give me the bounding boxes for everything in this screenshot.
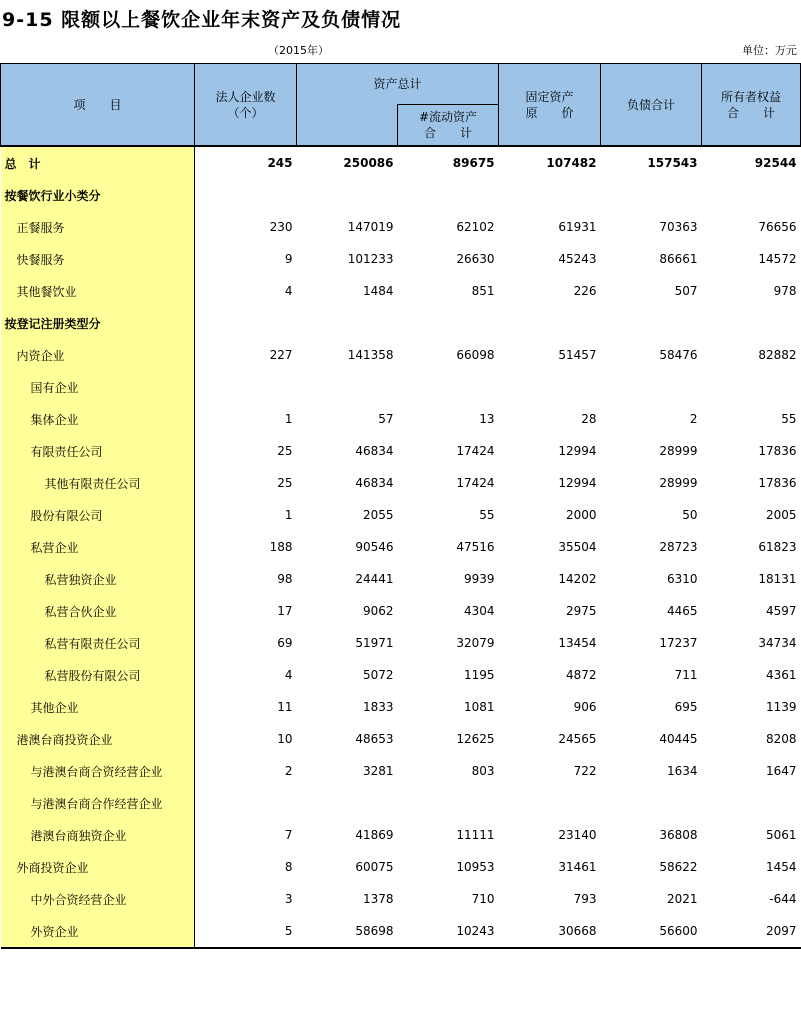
table-row <box>1 691 801 723</box>
cell-legal-count <box>195 787 297 819</box>
table-row <box>1 403 801 435</box>
cell-owners-equity <box>702 371 801 403</box>
cell-owners-equity: 1647 <box>765 764 797 778</box>
cell-total-liabilities: 56600 <box>601 915 702 948</box>
table-row <box>1 883 801 915</box>
cell-owners-equity: 76656 <box>758 220 797 234</box>
cell-fixed-assets: 2000 <box>565 508 597 522</box>
cell-legal-count: 10 <box>277 732 293 746</box>
cell-total-liabilities: 1634 <box>666 764 698 778</box>
table-row <box>1 467 801 499</box>
row-label: 私营企业 <box>1 531 195 563</box>
cell-fixed-assets: 12994 <box>558 476 597 490</box>
cell-total-assets: 57 <box>378 412 394 426</box>
cell-current-assets: 851 <box>471 284 495 298</box>
cell-owners-equity: 92544 <box>702 146 801 179</box>
table-row <box>1 371 801 403</box>
cell-current-assets: 1081 <box>463 700 495 714</box>
cell-legal-count: 11 <box>277 700 293 714</box>
row-label: 总 计 <box>1 146 195 179</box>
table-row <box>1 563 801 595</box>
cell-fixed-assets: 30668 <box>499 915 601 948</box>
header-total-assets-spacer <box>297 105 398 147</box>
row-label: 快餐服务 <box>1 243 195 275</box>
cell-current-assets: 17424 <box>456 476 495 490</box>
cell-fixed-assets: 14202 <box>558 572 597 586</box>
cell-total-liabilities: 70363 <box>659 220 698 234</box>
cell-legal-count: 1 <box>284 508 293 522</box>
cell-current-assets: 10243 <box>398 915 499 948</box>
cell-total-assets: 46834 <box>355 444 394 458</box>
cell-fixed-assets: 51457 <box>558 348 597 362</box>
table-row <box>1 211 801 243</box>
table-row <box>1 659 801 691</box>
cell-fixed-assets: 31461 <box>558 860 597 874</box>
row-label: 私营合伙企业 <box>1 595 195 627</box>
cell-owners-equity: 14572 <box>758 252 797 266</box>
cell-legal-count: 230 <box>269 220 293 234</box>
table-row <box>1 339 801 371</box>
table-row <box>1 531 801 563</box>
cell-fixed-assets: 35504 <box>558 540 597 554</box>
row-label: 其他有限责任公司 <box>1 467 195 499</box>
table-row <box>1 819 801 851</box>
cell-current-assets: 710 <box>471 892 495 906</box>
cell-owners-equity: 55 <box>781 412 797 426</box>
cell-total-assets: 41869 <box>355 828 394 842</box>
cell-total-liabilities: 28999 <box>659 444 698 458</box>
table-row <box>1 723 801 755</box>
row-label: 私营股份有限公司 <box>1 659 195 691</box>
header-owners-equity: 所有者权益 合 计 <box>702 64 801 147</box>
cell-fixed-assets: 2975 <box>565 604 597 618</box>
cell-legal-count: 2 <box>284 764 293 778</box>
cell-fixed-assets: 722 <box>573 764 597 778</box>
cell-owners-equity <box>702 787 801 819</box>
cell-legal-count: 9 <box>284 252 293 266</box>
table-row <box>1 499 801 531</box>
cell-total-assets: 24441 <box>355 572 394 586</box>
cell-total-assets: 46834 <box>355 476 394 490</box>
cell-current-assets: 47516 <box>456 540 495 554</box>
cell-total-assets <box>297 787 398 819</box>
header-legal-count: 法人企业数 （个） <box>195 64 297 147</box>
cell-total-liabilities: 17237 <box>659 636 698 650</box>
cell-fixed-assets: 793 <box>573 892 597 906</box>
cell-current-assets: 12625 <box>456 732 495 746</box>
cell-legal-count <box>195 307 297 339</box>
cell-fixed-assets: 61931 <box>558 220 597 234</box>
cell-owners-equity: 17836 <box>758 476 797 490</box>
table-row <box>1 146 801 179</box>
row-label: 其他餐饮业 <box>1 275 195 307</box>
data-table <box>0 63 801 949</box>
cell-total-liabilities: 50 <box>682 508 698 522</box>
row-label: 股份有限公司 <box>1 499 195 531</box>
row-label: 港澳台商投资企业 <box>1 723 195 755</box>
cell-current-assets <box>398 307 499 339</box>
cell-legal-count: 7 <box>284 828 293 842</box>
cell-fixed-assets: 906 <box>573 700 597 714</box>
cell-current-assets: 1195 <box>463 668 495 682</box>
row-label: 集体企业 <box>1 403 195 435</box>
cell-current-assets: 89675 <box>398 146 499 179</box>
cell-owners-equity: 978 <box>773 284 797 298</box>
row-label: 中外合资经营企业 <box>1 883 195 915</box>
cell-total-assets: 2055 <box>362 508 394 522</box>
cell-fixed-assets <box>499 787 601 819</box>
cell-fixed-assets: 107482 <box>499 146 601 179</box>
cell-total-assets <box>297 179 398 211</box>
cell-owners-equity: 34734 <box>758 636 797 650</box>
table-row <box>1 275 801 307</box>
table-body <box>1 146 801 948</box>
row-label: 外商投资企业 <box>1 851 195 883</box>
table-row <box>1 307 801 339</box>
cell-total-liabilities: 695 <box>674 700 698 714</box>
table-row <box>1 915 801 948</box>
table-row <box>1 435 801 467</box>
cell-total-liabilities: 2 <box>689 412 698 426</box>
table-header <box>1 64 801 147</box>
cell-total-assets <box>297 371 398 403</box>
cell-total-liabilities <box>601 179 702 211</box>
page-title: 9-15 限额以上餐饮企业年末资产及负债情况 <box>2 9 402 31</box>
cell-total-assets: 147019 <box>347 220 394 234</box>
cell-total-assets: 9062 <box>362 604 394 618</box>
cell-total-liabilities <box>601 371 702 403</box>
table-row <box>1 851 801 883</box>
cell-total-liabilities: 28723 <box>659 540 698 554</box>
cell-fixed-assets: 12994 <box>558 444 597 458</box>
cell-current-assets: 9939 <box>463 572 495 586</box>
cell-total-assets: 5072 <box>362 668 394 682</box>
cell-current-assets <box>398 179 499 211</box>
cell-total-assets: 51971 <box>355 636 394 650</box>
cell-total-liabilities: 86661 <box>659 252 698 266</box>
table-row <box>1 755 801 787</box>
header-current-assets: #流动资产 合 计 <box>398 105 499 147</box>
cell-legal-count: 17 <box>277 604 293 618</box>
cell-fixed-assets: 13454 <box>558 636 597 650</box>
cell-current-assets: 13 <box>479 412 495 426</box>
cell-current-assets: 26630 <box>456 252 495 266</box>
cell-owners-equity: 17836 <box>758 444 797 458</box>
cell-owners-equity: -644 <box>769 892 797 906</box>
cell-total-liabilities <box>601 307 702 339</box>
cell-fixed-assets: 226 <box>573 284 597 298</box>
header-fixed-assets: 固定资产 原 价 <box>499 64 601 147</box>
cell-fixed-assets <box>499 179 601 211</box>
row-label: 内资企业 <box>1 339 195 371</box>
cell-total-liabilities: 507 <box>674 284 698 298</box>
cell-owners-equity: 82882 <box>758 348 797 362</box>
cell-fixed-assets: 23140 <box>558 828 597 842</box>
cell-total-assets <box>297 307 398 339</box>
cell-fixed-assets: 24565 <box>558 732 597 746</box>
row-label: 私营独资企业 <box>1 563 195 595</box>
header-total-liabilities: 负债合计 <box>601 64 702 147</box>
cell-total-assets: 1833 <box>362 700 394 714</box>
cell-total-assets: 48653 <box>355 732 394 746</box>
cell-fixed-assets <box>499 371 601 403</box>
cell-total-liabilities: 2021 <box>666 892 698 906</box>
row-label: 国有企业 <box>1 371 195 403</box>
cell-owners-equity: 61823 <box>758 540 797 554</box>
cell-legal-count: 4 <box>284 284 293 298</box>
cell-total-assets: 60075 <box>355 860 394 874</box>
cell-legal-count: 1 <box>284 412 293 426</box>
cell-current-assets: 803 <box>471 764 495 778</box>
row-label: 有限责任公司 <box>1 435 195 467</box>
cell-legal-count: 227 <box>269 348 293 362</box>
header-item: 项 目 <box>1 64 195 147</box>
cell-total-liabilities: 6310 <box>666 572 698 586</box>
cell-total-assets: 141358 <box>347 348 394 362</box>
cell-fixed-assets: 28 <box>581 412 597 426</box>
cell-owners-equity: 4597 <box>765 604 797 618</box>
cell-current-assets: 62102 <box>456 220 495 234</box>
cell-total-liabilities: 58476 <box>659 348 698 362</box>
cell-total-liabilities: 4465 <box>666 604 698 618</box>
cell-legal-count: 25 <box>277 444 293 458</box>
cell-current-assets <box>398 787 499 819</box>
cell-total-assets: 1484 <box>362 284 394 298</box>
row-label: 正餐服务 <box>1 211 195 243</box>
cell-current-assets: 4304 <box>463 604 495 618</box>
cell-total-liabilities: 711 <box>674 668 698 682</box>
cell-owners-equity: 2097 <box>702 915 801 948</box>
table-row <box>1 243 801 275</box>
cell-owners-equity: 8208 <box>765 732 797 746</box>
cell-fixed-assets: 4872 <box>565 668 597 682</box>
cell-total-liabilities: 28999 <box>659 476 698 490</box>
table-row <box>1 627 801 659</box>
cell-legal-count: 8 <box>284 860 293 874</box>
cell-total-liabilities: 58622 <box>659 860 698 874</box>
cell-owners-equity <box>702 179 801 211</box>
cell-owners-equity: 5061 <box>765 828 797 842</box>
table-row <box>1 787 801 819</box>
cell-total-liabilities: 36808 <box>659 828 698 842</box>
cell-current-assets <box>398 371 499 403</box>
cell-legal-count <box>195 371 297 403</box>
cell-total-assets: 101233 <box>347 252 394 266</box>
cell-total-liabilities: 40445 <box>659 732 698 746</box>
row-label: 外资企业 <box>1 915 195 948</box>
cell-legal-count: 4 <box>284 668 293 682</box>
cell-current-assets: 32079 <box>456 636 495 650</box>
cell-total-liabilities <box>601 787 702 819</box>
row-label: 其他企业 <box>1 691 195 723</box>
table-row <box>1 595 801 627</box>
cell-total-assets: 58698 <box>297 915 398 948</box>
row-label: 与港澳台商合作经营企业 <box>1 787 195 819</box>
row-label: 与港澳台商合资经营企业 <box>1 755 195 787</box>
row-label: 按餐饮行业小类分 <box>1 179 195 211</box>
cell-legal-count: 245 <box>195 146 297 179</box>
cell-legal-count: 5 <box>195 915 297 948</box>
cell-owners-equity: 2005 <box>765 508 797 522</box>
cell-current-assets: 11111 <box>456 828 495 842</box>
cell-owners-equity: 1139 <box>765 700 797 714</box>
cell-total-assets: 3281 <box>362 764 394 778</box>
cell-legal-count: 3 <box>284 892 293 906</box>
cell-legal-count: 25 <box>277 476 293 490</box>
cell-total-assets: 1378 <box>362 892 394 906</box>
cell-owners-equity: 1454 <box>765 860 797 874</box>
year-note: （2015年） <box>268 44 329 57</box>
cell-current-assets: 17424 <box>456 444 495 458</box>
cell-current-assets: 10953 <box>456 860 495 874</box>
cell-fixed-assets <box>499 307 601 339</box>
cell-owners-equity: 4361 <box>765 668 797 682</box>
cell-owners-equity: 18131 <box>758 572 797 586</box>
cell-legal-count: 98 <box>277 572 293 586</box>
cell-legal-count <box>195 179 297 211</box>
unit-note: 单位：万元 <box>742 44 797 57</box>
row-label: 按登记注册类型分 <box>1 307 195 339</box>
cell-total-assets: 250086 <box>297 146 398 179</box>
cell-fixed-assets: 45243 <box>558 252 597 266</box>
cell-owners-equity <box>702 307 801 339</box>
row-label: 私营有限责任公司 <box>1 627 195 659</box>
row-label: 港澳台商独资企业 <box>1 819 195 851</box>
cell-total-assets: 90546 <box>355 540 394 554</box>
header-total-assets: 资产总计 <box>297 64 499 105</box>
cell-legal-count: 69 <box>277 636 293 650</box>
cell-legal-count: 188 <box>269 540 293 554</box>
cell-total-liabilities: 157543 <box>601 146 702 179</box>
table-row <box>1 179 801 211</box>
cell-current-assets: 55 <box>479 508 495 522</box>
cell-current-assets: 66098 <box>456 348 495 362</box>
